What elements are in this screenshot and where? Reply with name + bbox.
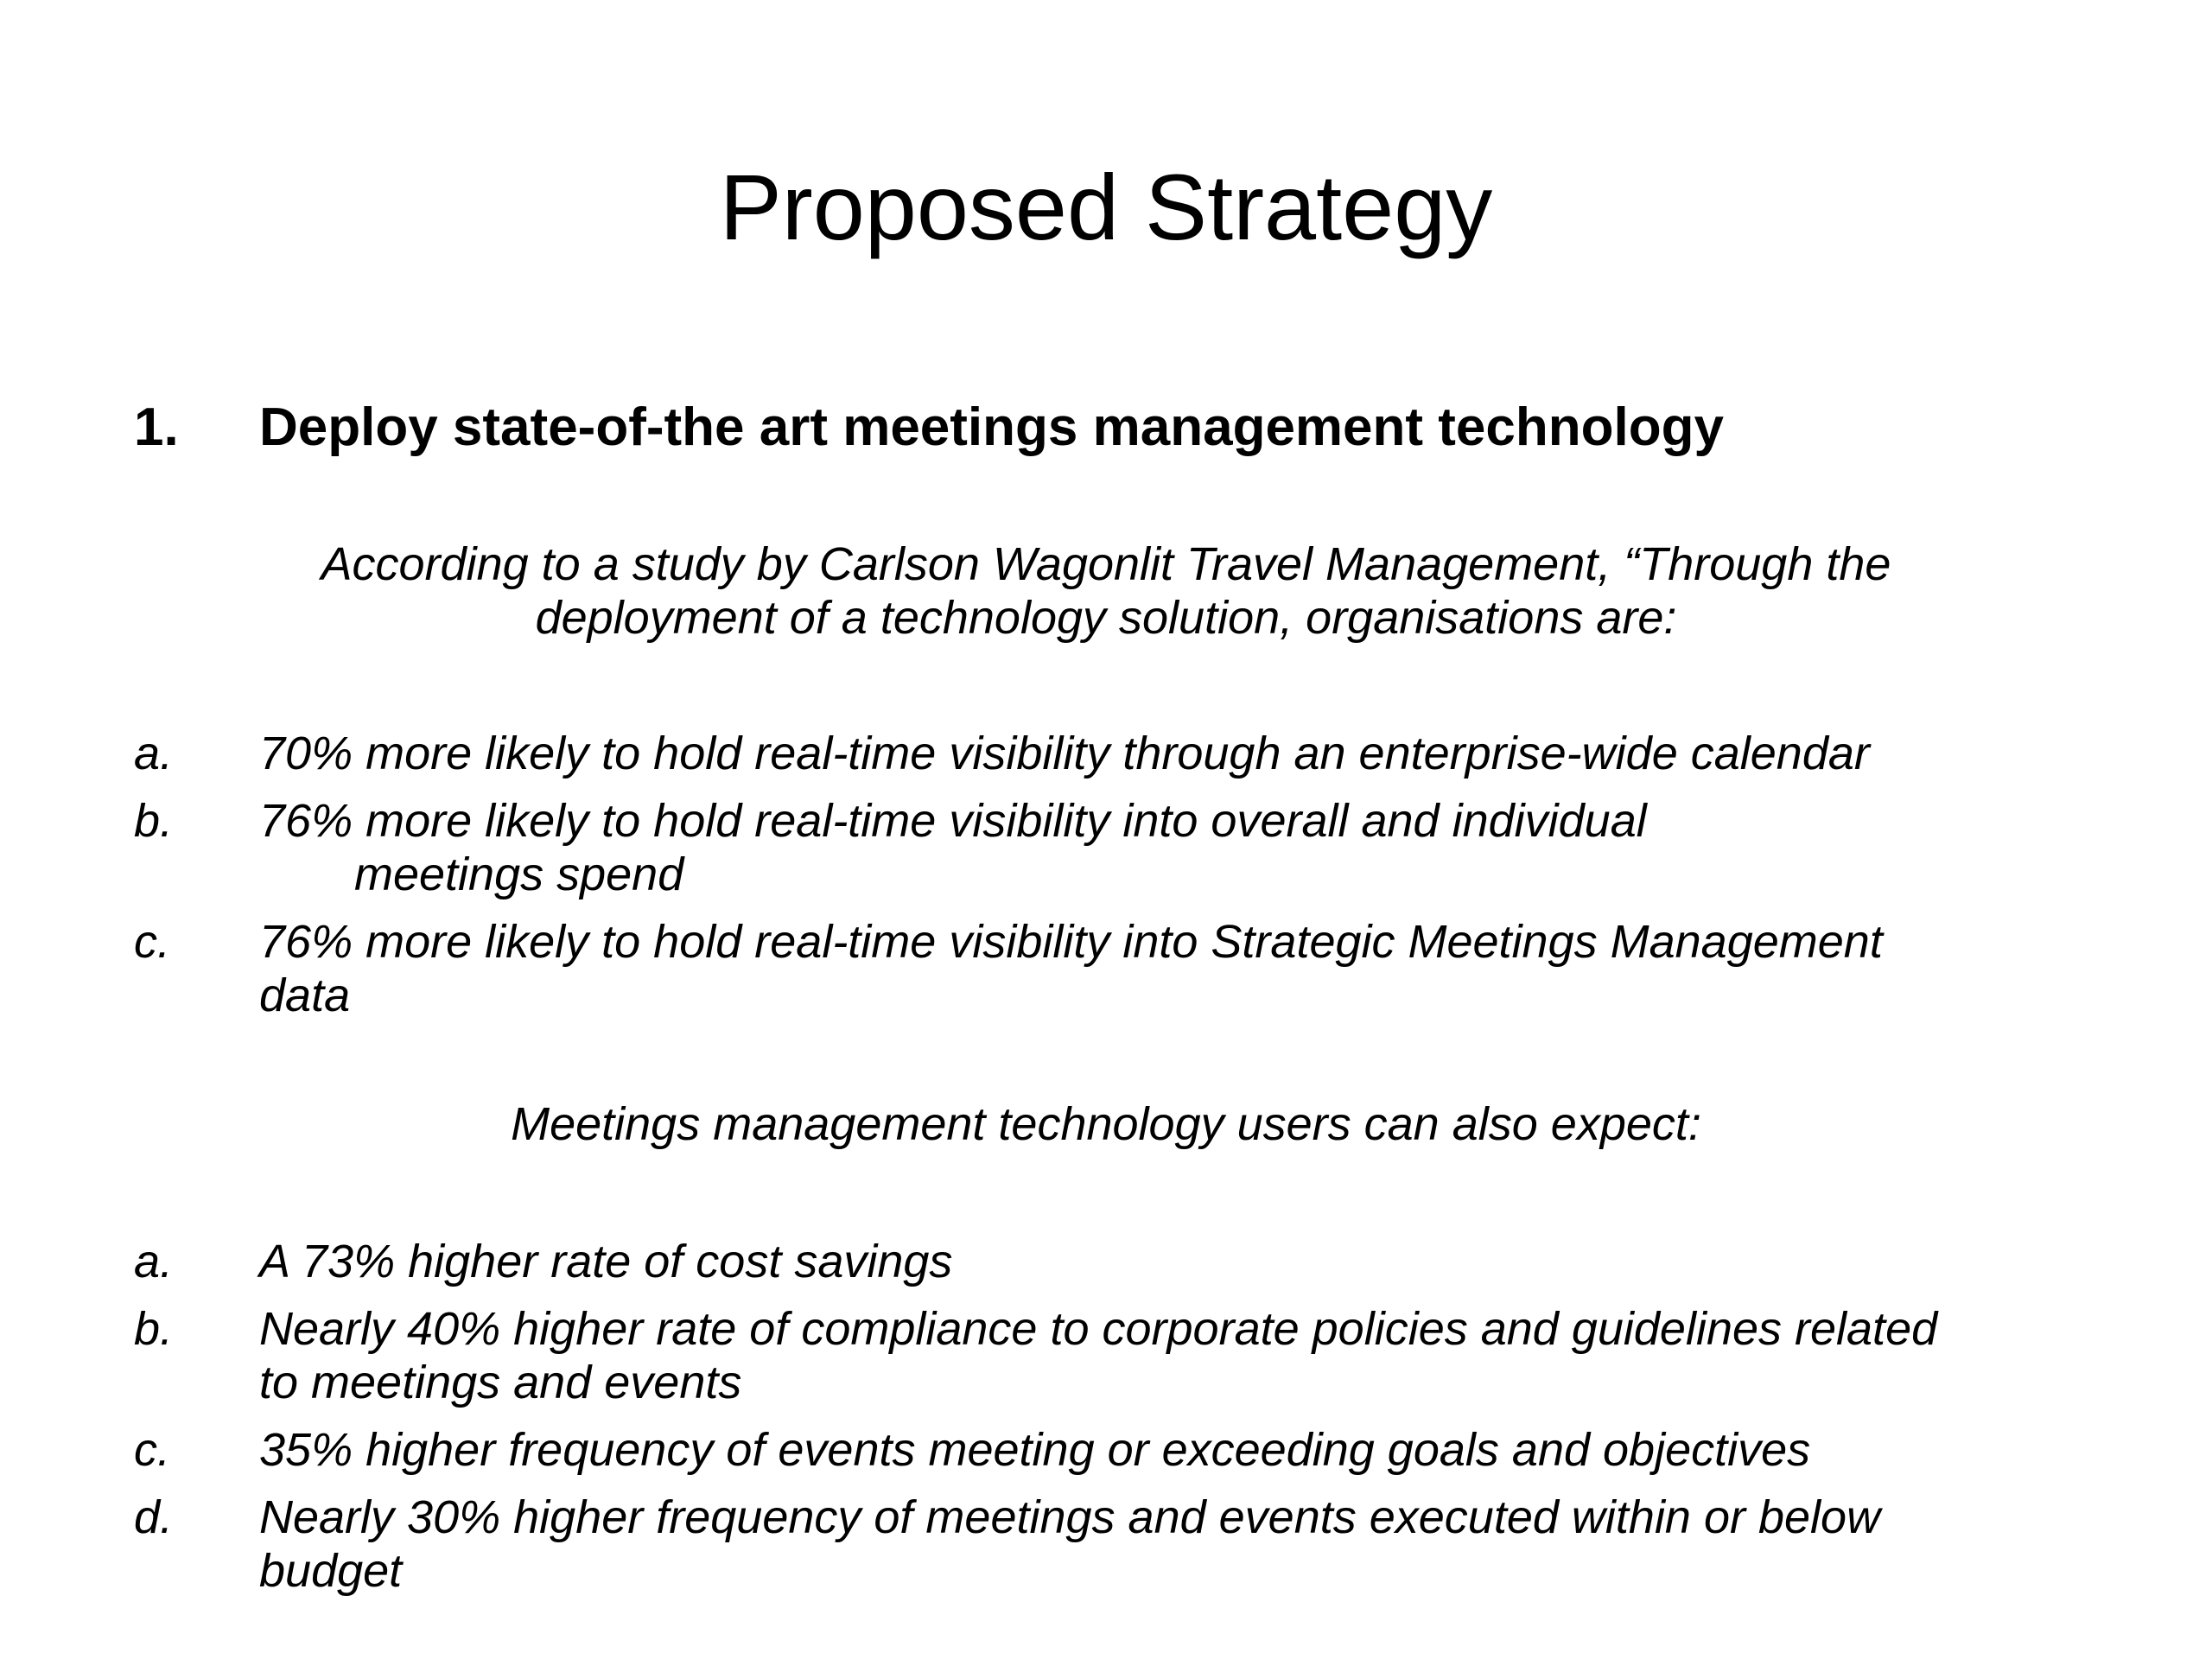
list-marker: d.: [134, 1491, 174, 1543]
list-item-text: meetings spend: [354, 849, 684, 900]
list-item-text: 70% more likely to hold real-time visibility through an enterprise-wide calendar: [259, 728, 1870, 779]
intro-line: deployment of a technology solution, organisations are:: [535, 592, 1677, 644]
list-marker: c.: [134, 916, 171, 968]
list-item-text: data: [259, 969, 351, 1021]
intro-paragraph: [0, 537, 2212, 645]
expectations-intro: Meetings management technology users can also expect:: [511, 1098, 1701, 1150]
expectations-list: [134, 1235, 2121, 1598]
list-item: [134, 1302, 2121, 1409]
list-marker: c.: [134, 1424, 171, 1476]
list-item-text: to meetings and events: [259, 1357, 742, 1408]
list-item: [134, 1423, 2121, 1477]
list-marker: b.: [134, 795, 174, 847]
visibility-list: [134, 727, 2121, 1022]
list-item-text: 35% higher frequency of events meeting or exceeding goals and objectives: [259, 1424, 1811, 1476]
slide-title: Proposed Strategy: [719, 155, 1493, 259]
list-item: [134, 915, 2121, 1022]
section-heading: [134, 393, 1724, 462]
section-heading-text: Deploy state-of-the art meetings management technology: [259, 397, 1724, 457]
list-item-text: 76% more likely to hold real-time visibility into Strategic Meetings Management: [259, 916, 1883, 968]
intro-line: According to a study by Carlson Wagonlit Travel Management, “Through the: [321, 538, 1891, 590]
list-item: [134, 1491, 2121, 1598]
list-item: [134, 794, 2121, 901]
list-item-text: Nearly 30% higher frequency of meetings and events executed within or below: [259, 1491, 1881, 1543]
list-item-text: budget: [259, 1545, 403, 1597]
list-item: [134, 1235, 2121, 1288]
list-item: [134, 727, 2121, 780]
list-item-text: Nearly 40% higher rate of compliance to corporate policies and guidelines related: [259, 1303, 1938, 1355]
list-item-text: 76% more likely to hold real-time visibility into overall and individual: [259, 795, 1647, 847]
list-marker: a.: [134, 728, 174, 779]
list-marker: b.: [134, 1303, 174, 1355]
list-marker: a.: [134, 1236, 174, 1287]
list-item-text: A 73% higher rate of cost savings: [259, 1236, 953, 1287]
section-number: 1.: [134, 397, 179, 457]
